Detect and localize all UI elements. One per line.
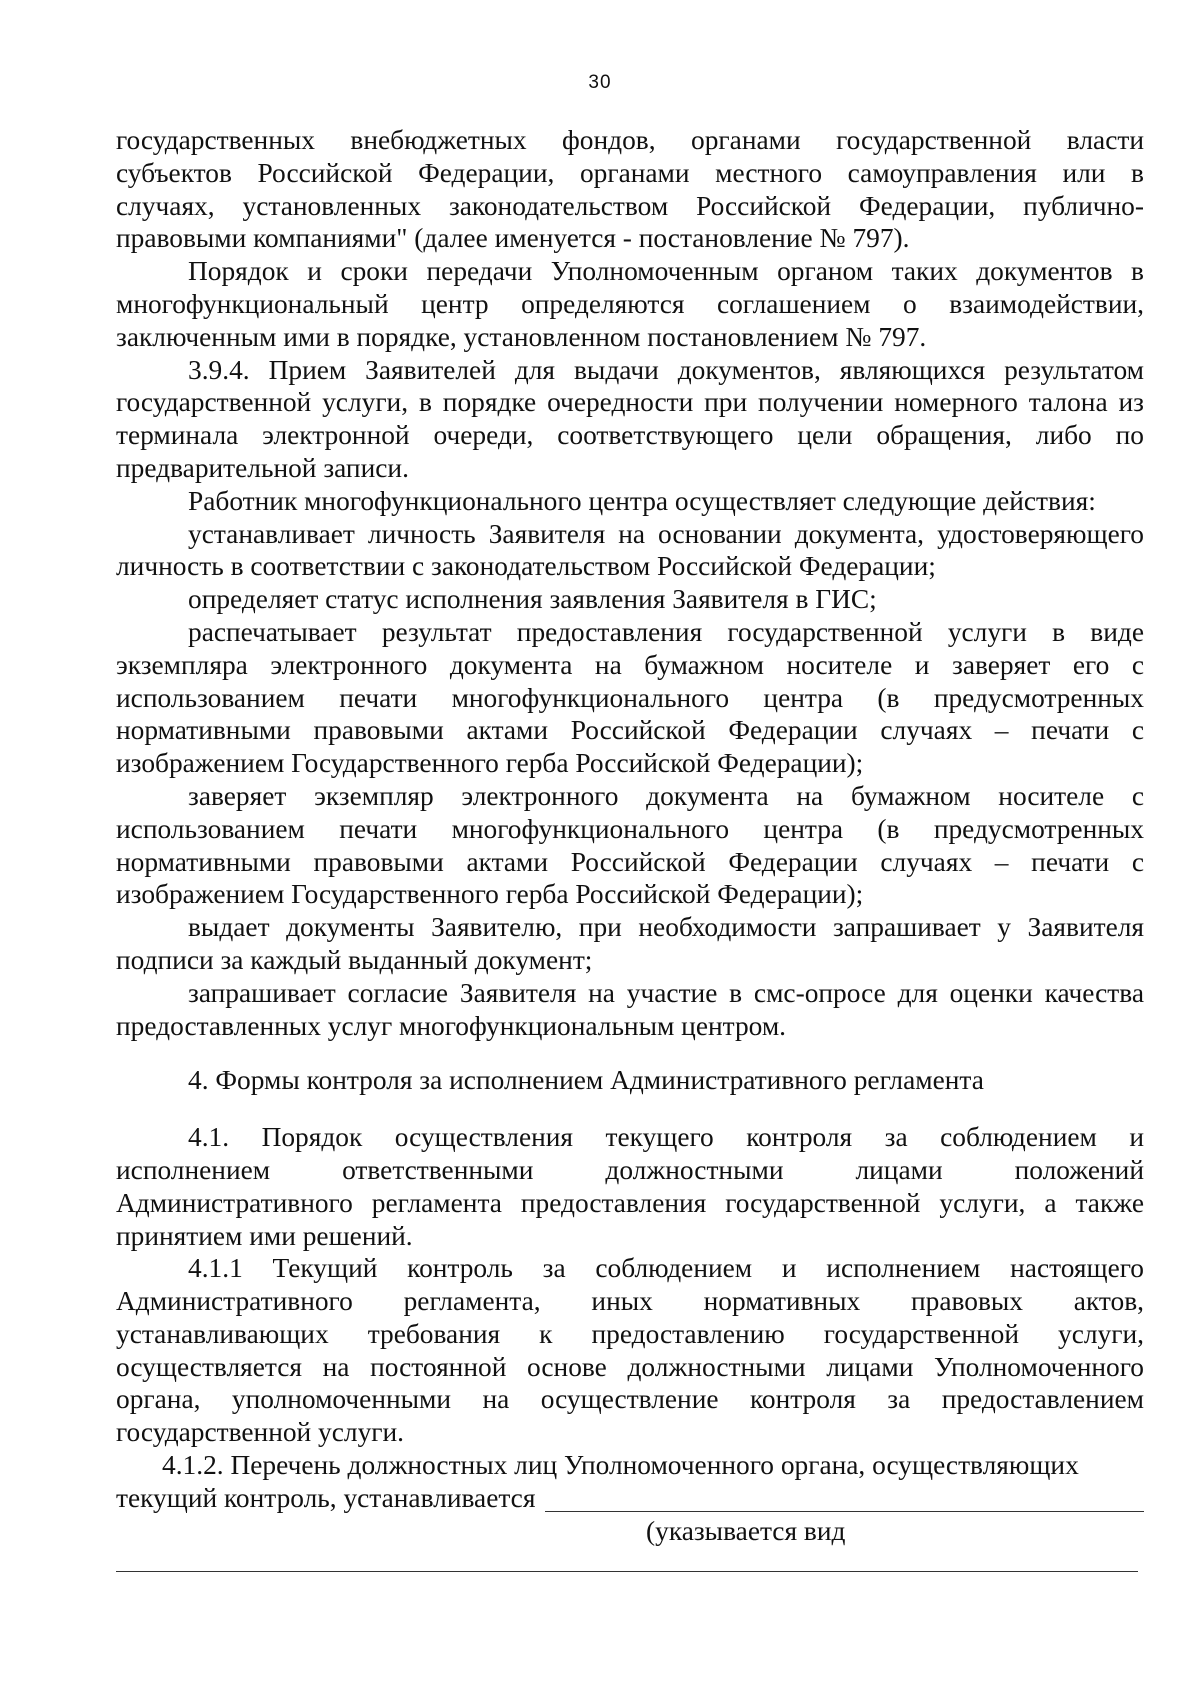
text-line: субъектов Российской Федерации, органами местного самоуправления или в: [116, 157, 1144, 188]
spacer: [116, 1042, 1144, 1064]
section-heading: 4. Формы контроля за исполнением Административного регламента: [188, 1065, 984, 1096]
text-line: использованием печати многофункционального центра (в предусмотренных: [116, 813, 1144, 844]
text-line: экземпляра электронного документа на бумажном носителе и заверяет его с: [116, 649, 1144, 680]
text-line: нормативными правовыми актами Российской Федерации случаях – печати с: [116, 846, 1144, 877]
blank-caption: (указывается вид: [646, 1515, 846, 1546]
text-line: заключенным ими в порядке, установленном постановлением № 797.: [116, 321, 927, 352]
text-line: заверяет экземпляр электронного документа на бумажном носителе с: [188, 780, 1144, 811]
text-line: государственной услуги.: [116, 1417, 405, 1448]
text-line: 4.1. Порядок осуществления текущего контроля за соблюдением и: [188, 1122, 1144, 1153]
text-line: изображением Государственного герба Российской Федерации);: [116, 879, 864, 910]
spacer: [116, 1097, 1144, 1121]
text-line: исполнением ответственными должностными лицами положений: [116, 1154, 1144, 1185]
text-line: устанавливает личность Заявителя на основании документа, удостоверяющего: [188, 518, 1144, 549]
text-line: государственных внебюджетных фондов, органами государственной власти: [116, 125, 1144, 155]
page-number: 30: [588, 72, 612, 93]
text-line: многофункциональный центр определяются соглашением о взаимодействии,: [116, 288, 1144, 319]
text-line: осуществляется на постоянной основе должностными лицами Уполномоченного: [116, 1351, 1144, 1382]
text-line: 4.1.2. Перечень должностных лиц Уполномоченного органа, осуществляющих: [162, 1450, 1079, 1481]
text-line: текущий контроль, устанавливается: [116, 1482, 536, 1513]
text-line: 4.1.1 Текущий контроль за соблюдением и исполнением настоящего: [188, 1253, 1144, 1284]
text-line: терминала электронной очереди, соответствующего цели обращения, либо по: [116, 420, 1144, 451]
text-line: устанавливающих требования к предоставлению государственной услуги,: [116, 1318, 1144, 1349]
text-line: 3.9.4. Прием Заявителей для выдачи документов, являющихся результатом: [188, 354, 1144, 385]
text-line: нормативными правовыми актами Российской Федерации случаях – печати с: [116, 715, 1144, 746]
text-line: предоставленных услуг многофункциональным центром.: [116, 1010, 787, 1041]
text-line: предварительной записи.: [116, 452, 409, 483]
text-line: определяет статус исполнения заявления Заявителя в ГИС;: [188, 584, 877, 615]
text-line: Порядок и сроки передачи Уполномоченным органом таких документов в: [188, 256, 1144, 287]
fill-in-row: [116, 1482, 1144, 1515]
text-line: Работник многофункционального центра осуществляет следующие действия:: [188, 485, 1096, 516]
text-line: государственной услуги, в порядке очередности при получении номерного талона из: [116, 387, 1144, 418]
text-line: выдает документы Заявителю, при необходимости запрашивает у Заявителя: [188, 912, 1144, 943]
text-line: Административного регламента, иных нормативных правовых актов,: [116, 1286, 1144, 1317]
text-line: подписи за каждый выданный документ;: [116, 944, 593, 975]
fill-in-blank: [545, 1510, 1144, 1512]
text-line: использованием печати многофункционального центра (в предусмотренных: [116, 682, 1144, 713]
document-body: [116, 124, 1144, 1572]
text-line: распечатывает результат предоставления государственной услуги в виде: [188, 616, 1144, 647]
text-line: изображением Государственного герба Российской Федерации);: [116, 748, 864, 779]
text-line: Административного регламента предоставления государственной услуги, а также: [116, 1187, 1144, 1218]
text-line: запрашивает согласие Заявителя на участие в смс-опросе для оценки качества: [188, 977, 1144, 1008]
text-line: органа, уполномоченными на осуществление контроля за предоставлением: [116, 1384, 1144, 1415]
fill-in-blank: [116, 1571, 1138, 1572]
text-line: принятием ими решений.: [116, 1220, 413, 1251]
text-line: случаях, установленных законодательством Российской Федерации, публично-: [116, 190, 1144, 221]
text-line: правовыми компаниями" (далее именуется - постановление № 797).: [116, 223, 910, 254]
text-line: личность в соответствии с законодательством Российской Федерации;: [116, 551, 936, 582]
